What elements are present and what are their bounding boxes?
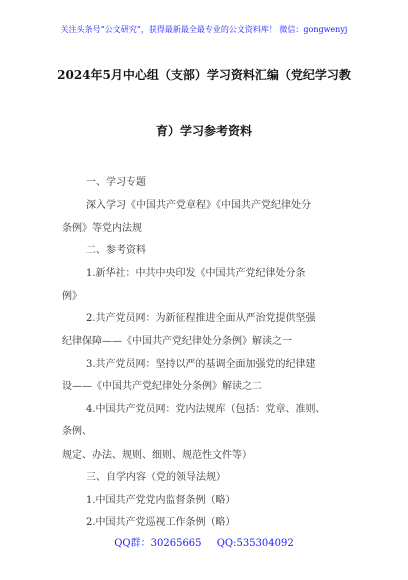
body-line: 设——《中国共产党纪律处分条例》解读之二: [62, 381, 262, 392]
section-heading-3: 三、自学内容（党的领导法规）: [86, 472, 226, 483]
body-line: 纪律保障——《中国共产党纪律处分条例》解读之一: [62, 336, 292, 347]
body-line: 规定、办法、规则、细则、规范性文件等）: [62, 450, 252, 461]
footer-contact: [0, 534, 408, 549]
body-line: 例》: [62, 291, 82, 302]
body-line: 2.中国共产党巡视工作条例（略）: [86, 517, 236, 528]
document-title-line-1: 2024年5月中心组（支部）学习资料汇编（党纪学习教: [57, 68, 351, 82]
footer-qq-group: QQ群：30265665: [114, 538, 202, 549]
body-line: 3.共产党员网：坚持以严的基调全面加强党的纪律建: [86, 359, 316, 370]
section-heading-2: 二、参考资料: [86, 245, 146, 256]
body-line: 4.中国共产党员网：党内法规库（包括：党章、准则、: [86, 404, 326, 415]
body-line: 1.新华社：中共中央印发《中国共产党纪律处分条: [86, 268, 306, 279]
footer-qq: QQ:535304092: [216, 538, 294, 549]
document-title-line-2: 育）学习参考资料: [155, 124, 252, 138]
body-line: 2.共产党员网：为新征程推进全面从严治党提供坚强: [86, 313, 316, 324]
body-line: 条例》等党内法规: [62, 223, 142, 234]
section-heading-1: 一、学习专题: [86, 177, 146, 188]
body-line: 深入学习《中国共产党章程》《中国共产党纪律处分: [86, 200, 311, 211]
body-line: 条例、: [62, 426, 92, 437]
body-line: 1.中国共产党党内监督条例（略）: [86, 495, 236, 506]
header-promo-note: 关注头条号“公文研究”，获得最新最全最专业的公文资料库！ 微信：gongwenyj: [60, 25, 348, 34]
